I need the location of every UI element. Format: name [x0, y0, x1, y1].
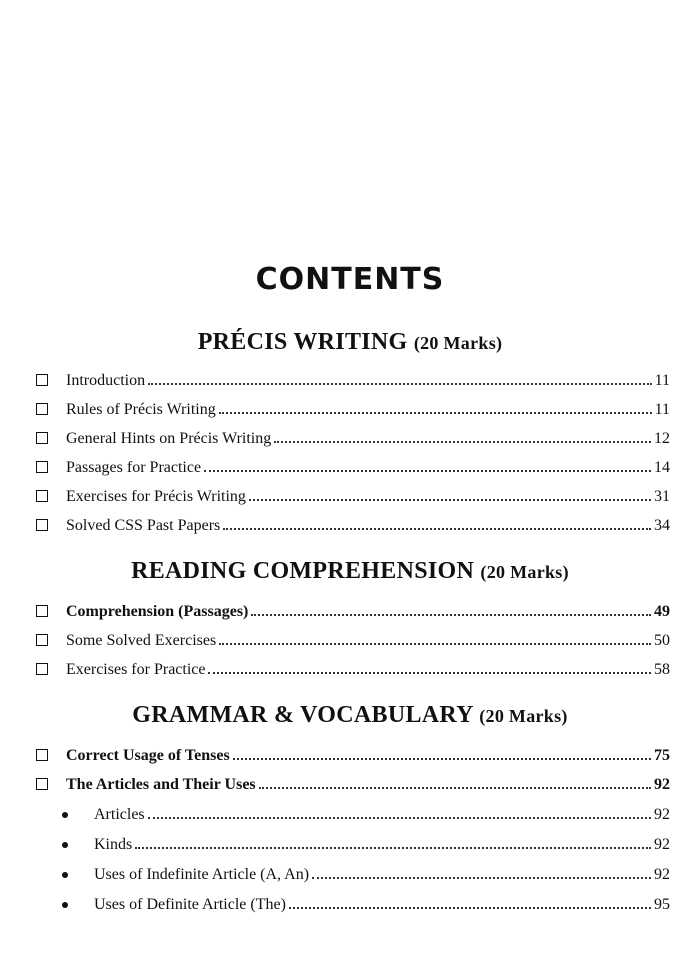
toc-entry-label: The Articles and Their Uses [66, 776, 256, 793]
toc-entry-solved-css-past-papers[interactable] [36, 513, 670, 535]
toc-entry-page: 95 [654, 896, 670, 913]
section-marks: (20 Marks) [479, 706, 568, 726]
dot-leader [135, 847, 651, 849]
checkbox-icon [36, 778, 48, 790]
toc-entry-introduction[interactable] [36, 368, 670, 390]
toc-entry-label: Uses of Definite Article (The) [94, 896, 286, 913]
toc-entry-general-hints[interactable] [36, 426, 670, 448]
toc-entry-page: 11 [654, 401, 670, 418]
toc-entry-page: 50 [654, 632, 670, 649]
checkbox-icon [36, 374, 48, 386]
toc-entry-label: Some Solved Exercises [66, 632, 217, 649]
section-title: GRAMMAR & VOCABULARY [132, 702, 473, 728]
dot-leader [208, 672, 651, 674]
toc-entry-exercises-for-precis[interactable] [36, 484, 670, 506]
toc-entry-correct-usage-of-tenses[interactable] [36, 743, 670, 765]
checkbox-icon [36, 403, 48, 415]
toc-entry-label: Articles [94, 806, 145, 823]
checkbox-icon [36, 605, 48, 617]
toc-entry-page: 49 [654, 603, 670, 620]
section-title: PRÉCIS WRITING [197, 329, 408, 355]
checkbox-icon [36, 749, 48, 761]
toc-subentry-definite-article[interactable] [36, 892, 670, 914]
toc-entry-page: 92 [654, 836, 670, 853]
toc-entry-page: 34 [654, 517, 670, 534]
toc-subentry-kinds[interactable] [36, 832, 670, 854]
toc-entry-label: Exercises for Practice [66, 661, 206, 678]
toc-entry-label: Exercises for Précis Writing [66, 488, 246, 505]
toc-entry-label: Uses of Indefinite Article (A, An) [94, 866, 310, 883]
checkbox-icon [36, 663, 48, 675]
section-heading-precis-writing [0, 329, 700, 356]
toc-entry-exercises-for-practice[interactable] [36, 657, 670, 679]
toc-subentry-indefinite-article[interactable] [36, 862, 670, 884]
toc-entry-label: Rules of Précis Writing [66, 401, 216, 418]
toc-entry-label: Comprehension (Passages) [66, 603, 249, 620]
dot-leader [251, 614, 651, 616]
toc-entry-page: 12 [654, 430, 670, 447]
toc-subentry-articles[interactable] [36, 802, 670, 824]
toc-entry-comprehension-passages[interactable] [36, 599, 670, 621]
toc-entry-label: Correct Usage of Tenses [66, 747, 230, 764]
dot-leader [223, 528, 651, 530]
toc-entry-page: 14 [654, 459, 670, 476]
dot-leader [312, 877, 651, 879]
dot-leader [233, 758, 651, 760]
bullet-icon [62, 842, 68, 848]
dot-leader [148, 817, 651, 819]
toc-entry-label: Passages for Practice [66, 459, 202, 476]
toc-entry-label: Kinds [94, 836, 133, 853]
toc-entry-page: 92 [654, 776, 670, 793]
checkbox-icon [36, 519, 48, 531]
section-heading-grammar-vocabulary [0, 702, 700, 729]
toc-entry-label: General Hints on Précis Writing [66, 430, 272, 447]
checkbox-icon [36, 490, 48, 502]
bullet-icon [62, 812, 68, 818]
bullet-icon [62, 872, 68, 878]
dot-leader [219, 412, 652, 414]
dot-leader [259, 787, 651, 789]
toc-entry-page: 58 [654, 661, 670, 678]
bullet-icon [62, 902, 68, 908]
toc-entry-page: 11 [654, 372, 670, 389]
toc-entry-articles-and-their-uses[interactable] [36, 772, 670, 794]
toc-entry-page: 92 [654, 806, 670, 823]
page-title: CONTENTS [255, 262, 445, 297]
dot-leader [289, 907, 651, 909]
section-marks: (20 Marks) [480, 562, 569, 582]
dot-leader [204, 470, 651, 472]
checkbox-icon [36, 461, 48, 473]
toc-entry-rules-of-precis-writing[interactable] [36, 397, 670, 419]
checkbox-icon [36, 432, 48, 444]
dot-leader [219, 643, 651, 645]
toc-entry-page: 92 [654, 866, 670, 883]
checkbox-icon [36, 634, 48, 646]
toc-entry-page: 75 [654, 747, 670, 764]
toc-entry-label: Introduction [66, 372, 146, 389]
section-heading-reading-comprehension [0, 558, 700, 585]
section-title: READING COMPREHENSION [131, 558, 475, 584]
dot-leader [249, 499, 651, 501]
toc-entry-some-solved-exercises[interactable] [36, 628, 670, 650]
dot-leader [274, 441, 651, 443]
dot-leader [148, 383, 652, 385]
section-marks: (20 Marks) [413, 333, 503, 353]
toc-entry-passages-for-practice[interactable] [36, 455, 670, 477]
toc-entry-label: Solved CSS Past Papers [66, 517, 221, 534]
toc-entry-page: 31 [654, 488, 670, 505]
